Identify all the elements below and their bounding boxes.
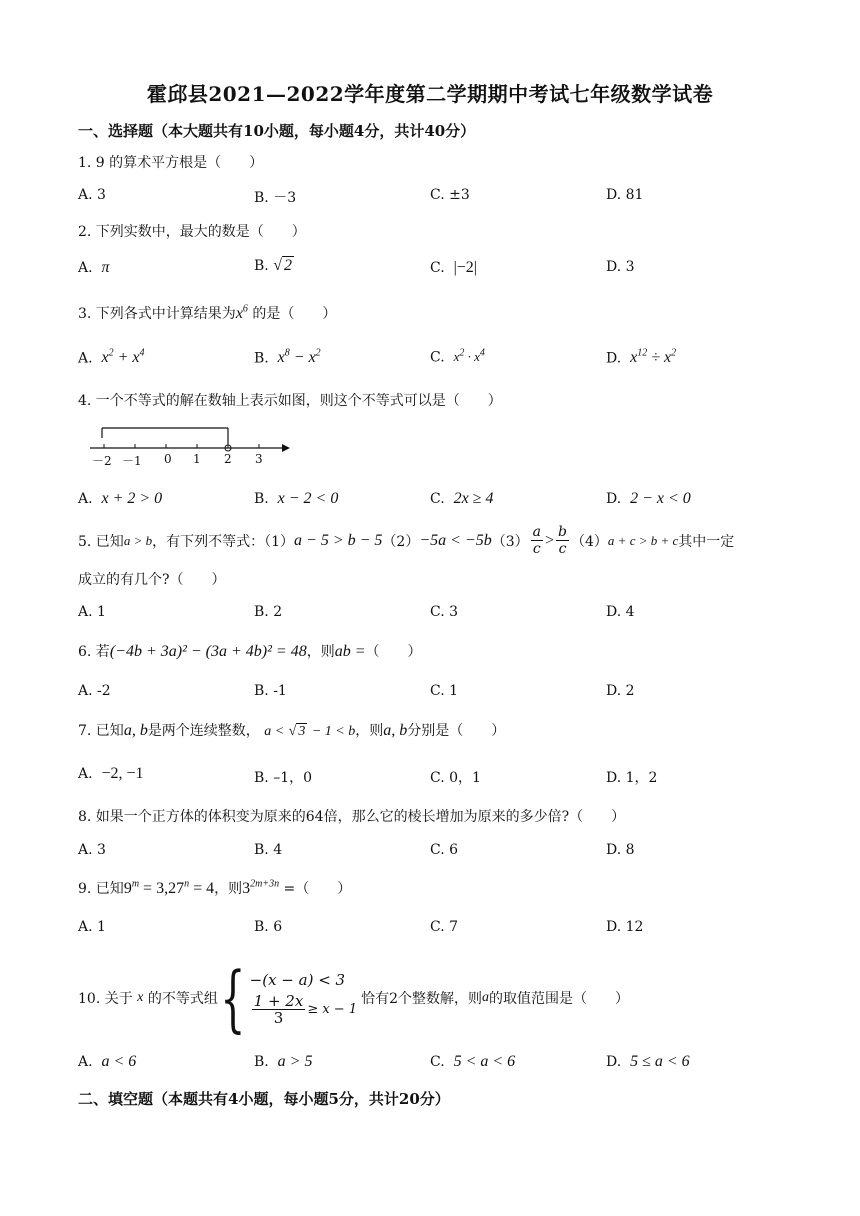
q5-option-b: B. 2 — [254, 604, 283, 620]
q9-option-c: C. 7 — [430, 919, 459, 935]
question-5-stem-line2: 成立的有几个?（ ） — [78, 572, 226, 588]
q1-option-b: B. －3 — [254, 190, 297, 206]
question-6-stem: 6. 若(−4b + 3a)² − (3a + 4b)² = 48，则ab =（ ） — [78, 643, 422, 660]
question-1-stem: 1. 9 的算术平方根是（ ） — [78, 155, 264, 171]
q2-option-d: D. 3 — [606, 259, 635, 275]
inequality-system: { −(x − a) < 3 $\frac{1 + 2x}{3}$ ≥ x − 1 — [220, 956, 358, 1040]
q3-option-a: A. $x^2 + x^4$ — [78, 348, 145, 367]
tick-marks — [104, 444, 259, 448]
question-9-stem: 9. 已知$9^m = 3,27^n = 4$，则$3^{2m+3n}$ =（ ） — [78, 878, 352, 897]
q8-option-a: A. 3 — [78, 842, 106, 858]
q6-option-d: D. 2 — [606, 683, 635, 699]
q1-option-c: C. ±3 — [430, 187, 470, 203]
question-10-stem: 10. 关于 x 的不等式组 { −(x − a) < 3 $\frac{1 + 2x}{3}$ ≥ x − 1 恰有2个整数解，则 a 的取值范围是（ ） — [78, 956, 630, 1040]
q4-option-d: D. 2 − x < 0 — [606, 490, 691, 507]
question-5-stem: 5. 已知 a > b ，有下列不等式：（1） a − 5 > b − 5 （2） −5a < −5b （3） $\frac{a}{c}$ > $\frac{b}{c}$ （4） a + c > b + c 其中一定 — [78, 524, 735, 557]
q10-option-a: A. a < 6 — [78, 1053, 137, 1070]
q7-option-d: D. 1，2 — [606, 770, 658, 786]
tick-label: 3 — [255, 452, 263, 466]
q9-option-b: B. 6 — [254, 919, 283, 935]
tick-label: －1 — [122, 454, 142, 468]
section-heading-choice: 一、选择题（本大题共有10小题，每小题4分，共计40分） — [78, 122, 476, 140]
q4-option-b: B. x − 2 < 0 — [254, 490, 339, 507]
q6-option-a: A. -2 — [78, 683, 111, 699]
q7-option-a: A. −2, −1 — [78, 765, 144, 782]
q4-option-a: A. x + 2 > 0 — [78, 490, 163, 507]
q4-option-c: C. 2x ≥ 4 — [430, 490, 494, 507]
q8-option-b: B. 4 — [254, 842, 283, 858]
q2-option-c: C. |−2| — [430, 259, 478, 276]
tick-label: 1 — [193, 452, 201, 466]
q10-option-c: C. 5 < a < 6 — [430, 1053, 516, 1070]
q1-option-d: D. 81 — [606, 187, 644, 203]
q7-option-b: B. –1，0 — [254, 770, 313, 786]
q2-option-b: B. √ 2 — [254, 257, 292, 274]
q5-option-a: A. 1 — [78, 604, 106, 620]
q9-option-a: A. 1 — [78, 919, 106, 935]
q3-option-d: D. $x^{12} \div x^2$ — [606, 348, 677, 367]
q10-option-b: B. a > 5 — [254, 1053, 313, 1070]
q1-option-a: A. 3 — [78, 187, 106, 203]
question-2-stem: 2. 下列实数中，最大的数是（ ） — [78, 224, 306, 240]
page-title: 霍邱县2021—2022学年度第二学期期中考试七年级数学试卷 — [146, 82, 714, 106]
q5-option-d: D. 4 — [606, 604, 635, 620]
section-heading-fill-in: 二、填空题（本题共有4小题，每小题5分，共计20分） — [78, 1090, 450, 1108]
tick-label: －2 — [92, 454, 112, 468]
q6-option-c: C. 1 — [430, 683, 459, 699]
q6-option-b: B. -1 — [254, 683, 287, 699]
q3-option-c: C. $x^2 \cdot x^4$ — [430, 348, 485, 366]
question-4-stem: 4. 一个不等式的解在数轴上表示如图，则这个不等式可以是（ ） — [78, 393, 502, 409]
q2-option-a: A. π — [78, 259, 110, 276]
q3-option-b: B. $x^8 - x^2$ — [254, 348, 321, 367]
axis-arrow-icon — [282, 444, 290, 452]
q5-option-c: C. 3 — [430, 604, 459, 620]
tick-label: 0 — [164, 452, 172, 466]
tick-labels — [86, 452, 296, 470]
q7-option-c: C. 0，1 — [430, 770, 481, 786]
q9-option-d: D. 12 — [606, 919, 644, 935]
question-3-stem: 3. 下列各式中计算结果为$x^6$ 的是（ ） — [78, 303, 337, 322]
question-7-stem: 7. 已知a, b是两个连续整数， a < √ 3 − 1 < b，则a, b分别是（ ） — [78, 722, 506, 739]
question-8-stem: 8. 如果一个正方体的体积变为原来的64倍，那么它的棱长增加为原来的多少倍?（ ） — [78, 809, 626, 825]
q10-option-d: D. 5 ≤ a < 6 — [606, 1053, 690, 1070]
q8-option-d: D. 8 — [606, 842, 635, 858]
tick-label: 2 — [224, 452, 232, 466]
q8-option-c: C. 6 — [430, 842, 459, 858]
